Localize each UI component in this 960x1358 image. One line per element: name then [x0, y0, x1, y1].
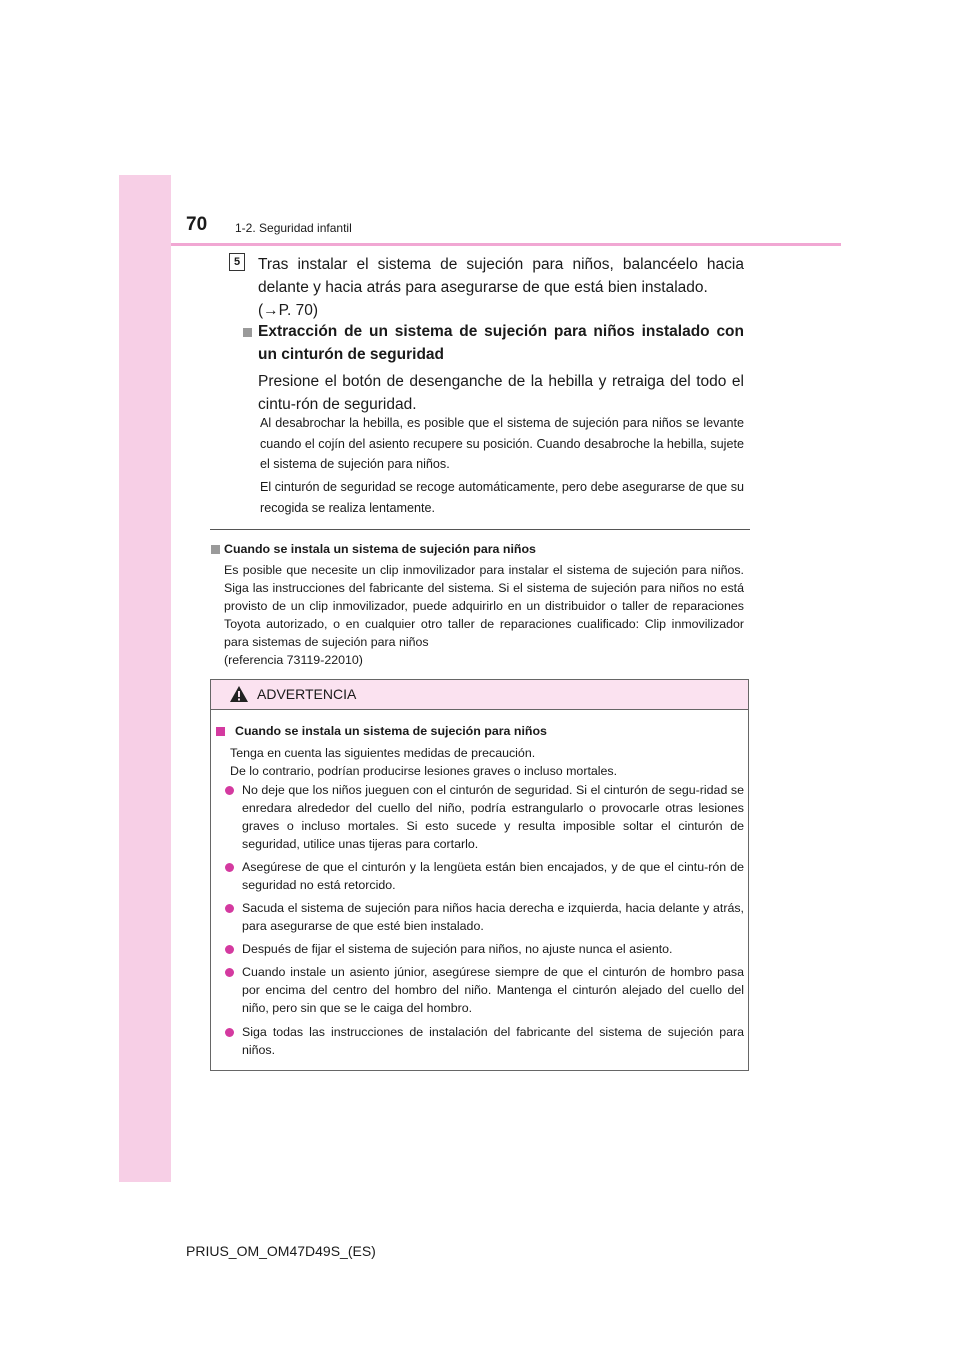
step-body: Tras instalar el sistema de sujeción para niños, balancéelo hacia delante y hacia atrás para asegurarse de que está bien instalado.: [258, 256, 744, 296]
step-text: [258, 253, 744, 322]
warning-item: Siga todas las instrucciones de instalación del fabricante del sistema de sujeción para niños.: [242, 1025, 744, 1057]
bullet-dot-icon: [225, 1028, 234, 1037]
warning-header: [211, 680, 748, 710]
warning-intro-2: De lo contrario, podrían producirse lesiones graves o incluso mortales.: [230, 764, 618, 778]
page-number: 70: [186, 214, 208, 235]
warning-title: ADVERTENCIA: [257, 686, 357, 702]
section-title: 1-2. Seguridad infantil: [235, 221, 352, 235]
warning-intro: [230, 744, 745, 780]
removal-body: Presione el botón de desenganche de la hebilla y retraiga del todo el cintu-rón de seguridad.: [258, 373, 744, 413]
warning-item: Cuando instale un asiento júnior, asegúrese siempre de que el cinturón de hombro pasa por encima del centro del hombro del niño. Mantenga el cinturón alejado del cuello del niño, pero sin que se le caiga del hombro.: [242, 965, 744, 1015]
warning-intro-1: Tenga en cuenta las siguientes medidas de precaución.: [230, 746, 536, 760]
warning-box: [210, 679, 749, 1071]
section-divider: [210, 529, 750, 530]
bullet-dot-icon: [225, 904, 234, 913]
step-page-ref: (→P. 70): [258, 302, 319, 319]
warning-item: Después de fijar el sistema de sujeción para niños, no ajuste nunca el asiento.: [242, 942, 673, 956]
install-note-text: Es posible que necesite un clip inmovilizador para instalar el sistema de sujeción para niños. Siga las instrucciones del fabricante del sistema. Si el sistema de sujeción para niños no está provisto de un clip inmovilizador, puede adquirirlo en un distribuidor o taller de reparaciones Toyota autorizado, o en cualquier otro taller de reparaciones cualificado: Clip inmovilizador para sistemas de sujeción para niños: [224, 563, 744, 649]
warning-item: No deje que los niños jueguen con el cinturón de seguridad. Si el cinturón de segu-ridad se enredara alrededor del cuello del niño, podría estrangularlo o provocarle otras lesiones graves o incluso mortales. Si esto sucede y resulta imposible soltar el cinturón de seguridad, utilice unas tijeras para cortarlo.: [242, 783, 744, 851]
warning-item: Asegúrese de que el cinturón y la lengüeta están bien encajados, y de que el cintu-rón de seguridad no está retorcido.: [242, 860, 744, 892]
install-note-heading: Cuando se instala un sistema de sujeción para niños: [224, 542, 536, 556]
note-square-icon: [211, 545, 220, 554]
bullet-dot-icon: [225, 863, 234, 872]
install-note-reference: (referencia 73119-22010): [224, 653, 363, 667]
warning-square-icon: [216, 727, 225, 736]
step-number-badge: 5: [229, 253, 245, 271]
header-rule: [171, 243, 841, 246]
install-note-body: [224, 561, 744, 669]
bullet-dot-icon: [225, 786, 234, 795]
bullet-dot-icon: [225, 945, 234, 954]
document-footer: PRIUS_OM_OM47D49S_(ES): [186, 1243, 376, 1259]
removal-heading: Extracción de un sistema de sujeción para niños instalado con un cinturón de seguridad: [258, 323, 744, 363]
removal-note-1: Al desabrochar la hebilla, es posible que el sistema de sujeción para niños se levante cuando el cojín del asiento recupere su posición. Cuando desabroche la hebilla, sujete el sistema de sujeción para niños.: [260, 416, 744, 471]
warning-triangle-icon: [229, 685, 249, 703]
removal-note-2: El cinturón de seguridad se recoge automáticamente, pero debe asegurarse de que su recogida se realiza lentamente.: [260, 480, 744, 515]
warning-subheading: Cuando se instala un sistema de sujeción para niños: [235, 724, 547, 738]
heading-square-icon: [243, 328, 252, 337]
side-tab-bar: [119, 175, 171, 1182]
bullet-dot-icon: [225, 968, 234, 977]
warning-item: Sacuda el sistema de sujeción para niños hacia derecha e izquierda, hacia delante y atrás, para asegurarse de que esté bien instalado.: [242, 901, 744, 933]
